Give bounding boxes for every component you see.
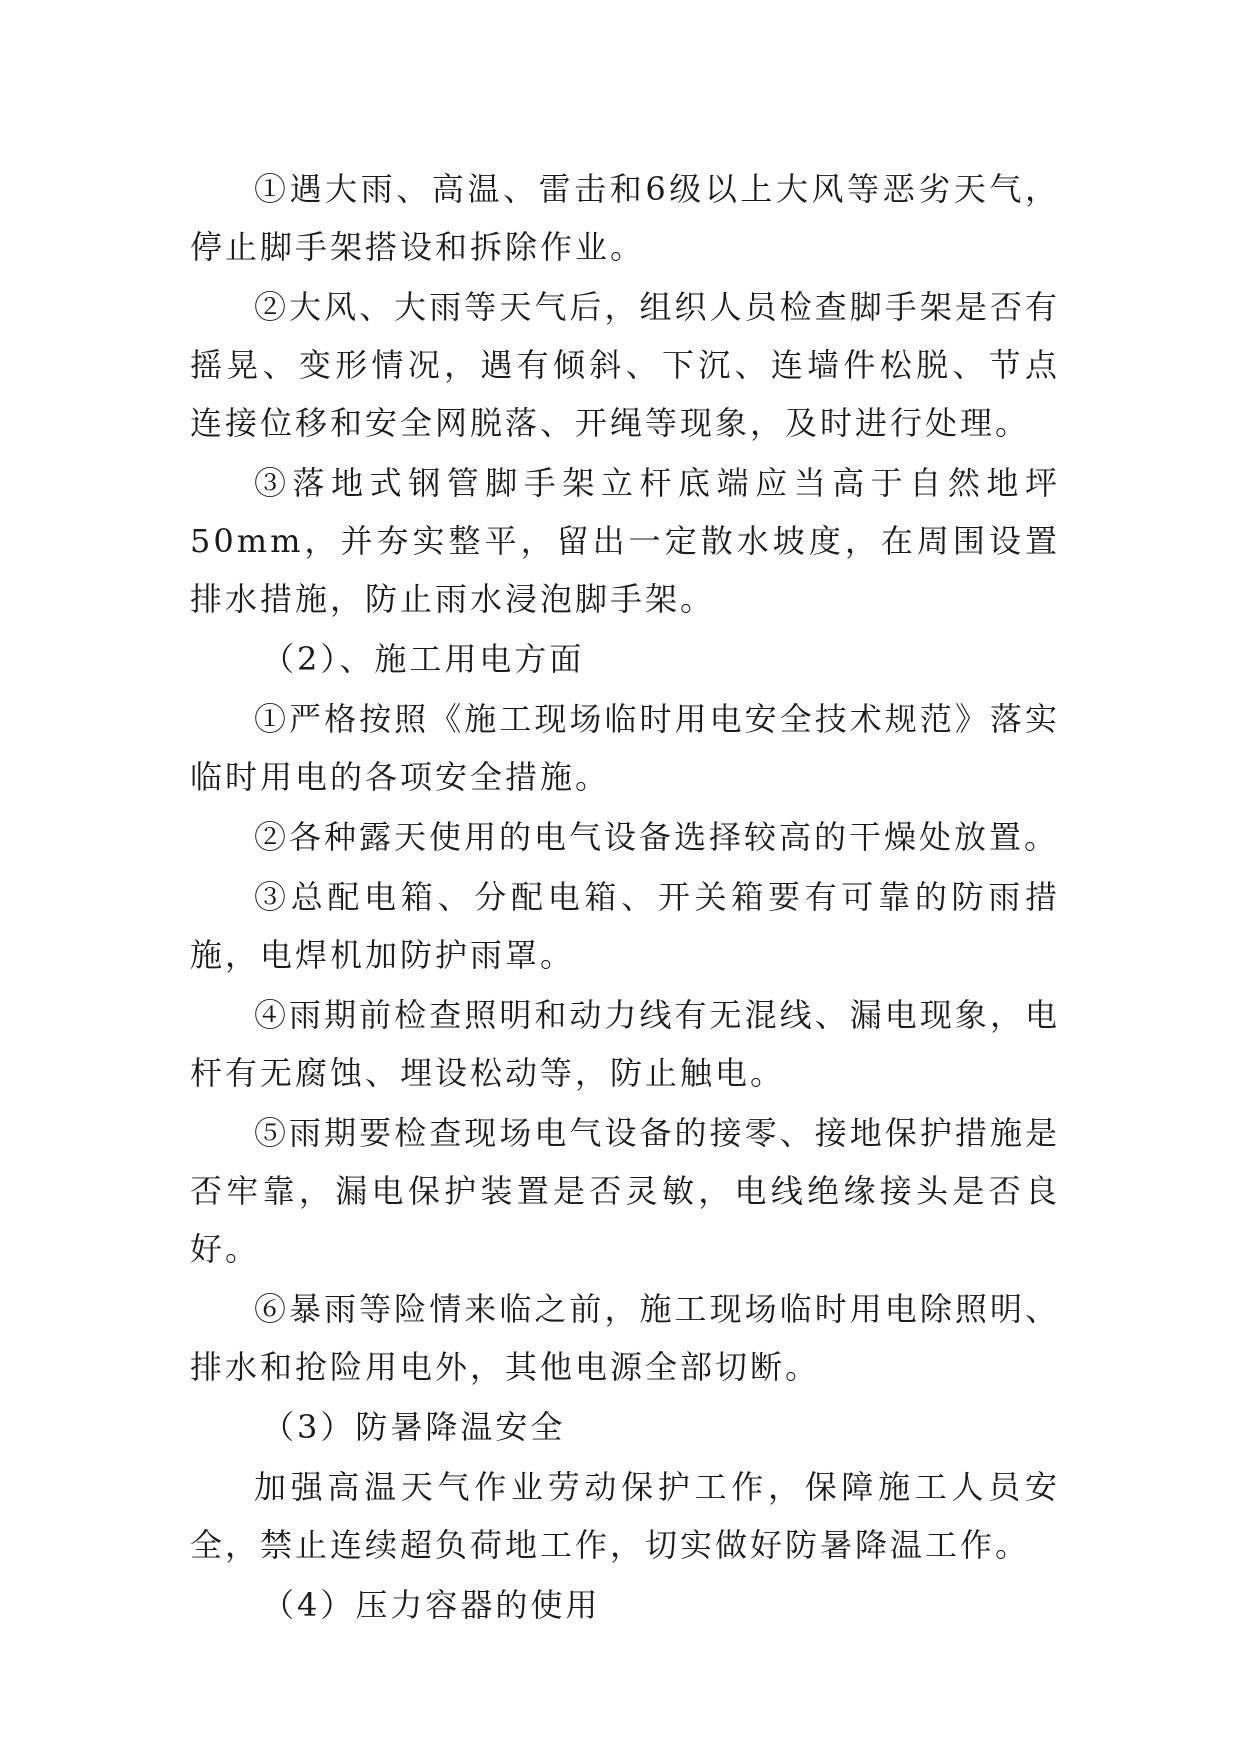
paragraph-electric-storm: ⑥暴雨等险情来临之前，施工现场临时用电除照明、排水和抢险用电外，其他电源全部切断。 [190,1290,1060,1386]
document-body [190,160,1060,1636]
paragraph-heat-protection: 加强高温天气作业劳动保护工作，保障施工人员安全，禁止连续超负荷地工作，切实做好防暑降温工作。 [190,1468,1060,1564]
paragraph-electric-grounding: ⑤雨期要检查现场电气设备的接零、接地保护措施是否牢靠，漏电保护装置是否灵敏，电线绝缘接头是否良好。 [190,1114,1060,1268]
paragraph-electric-standard: ①严格按照《施工现场临时用电安全技术规范》落实临时用电的各项安全措施。 [190,700,1060,796]
paragraph-scaffold-inspection: ②大风、大雨等天气后，组织人员检查脚手架是否有摇晃、变形情况，遇有倾斜、下沉、连墙件松脱、节点连接位移和安全网脱落、开绳等现象，及时进行处理。 [190,288,1060,442]
paragraph-scaffold-base: ③落地式钢管脚手架立杆底端应当高于自然地坪50mm，并夯实整平，留出一定散水坡度，在周围设置排水措施，防止雨水浸泡脚手架。 [190,464,1060,618]
section-heading-pressure-vessels: （4）压力容器的使用 [262,1586,601,1624]
paragraph-scaffold-weather: ①遇大雨、高温、雷击和6级以上大风等恶劣天气，停止脚手架搭设和拆除作业。 [190,170,1060,266]
section-heading-electricity: （2）、施工用电方面 [262,640,585,678]
paragraph-electric-boxes: ③总配电箱、分配电箱、开关箱要有可靠的防雨措施，电焊机加防护雨罩。 [190,878,1060,974]
section-heading-heat: （3）防暑降温安全 [262,1408,566,1446]
paragraph-electric-placement: ②各种露天使用的电气设备选择较高的干燥处放置。 [254,818,1060,856]
paragraph-electric-lines: ④雨期前检查照明和动力线有无混线、漏电现象，电杆有无腐蚀、埋设松动等，防止触电。 [190,996,1060,1092]
